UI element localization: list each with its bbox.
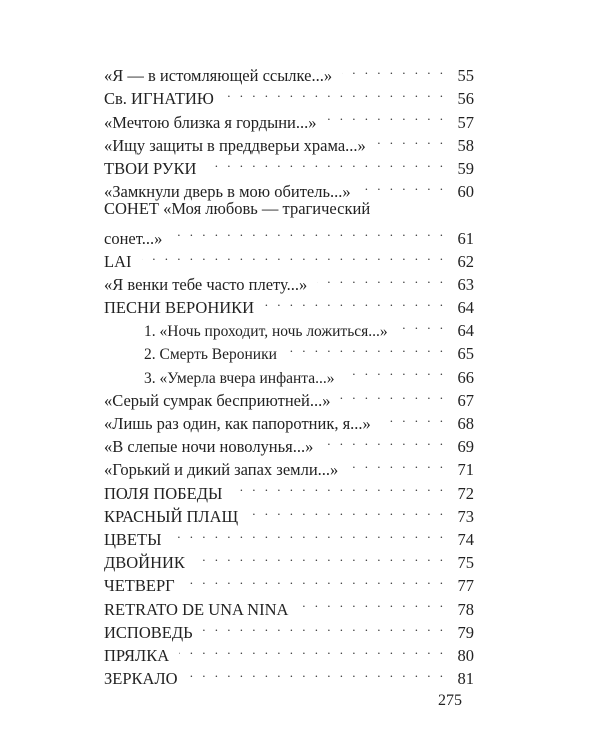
toc-entry-page: 65 (457, 344, 474, 364)
toc-entry-title-line1: СОНЕТ «Моя любовь — трагический (104, 199, 371, 219)
dot-leader (203, 615, 446, 638)
toc-entry-title: ЧЕТВЕРГ (104, 576, 175, 596)
dot-leader (179, 638, 446, 661)
toc-entry-title: ПОЛЯ ПОБЕДЫ (104, 483, 223, 503)
toc-entry-page: 79 (457, 622, 474, 642)
toc-entry-page: 77 (457, 576, 474, 596)
toc-entry-page: 66 (457, 367, 474, 387)
toc-entry-page: 81 (457, 669, 474, 689)
toc-entry-page: 71 (457, 460, 474, 480)
toc-entry-title: 1. «Ночь проходит, ночь ложиться...» (144, 323, 388, 341)
dot-leader (348, 452, 446, 475)
toc-entry-title: ИСПОВЕДЬ (104, 622, 193, 642)
toc-entry-title: КРАСНЫЙ ПЛАЩ (104, 506, 239, 526)
dot-leader (264, 290, 446, 313)
toc-entry-title: «Замкнули дверь в мою обитель...» (104, 182, 351, 202)
dot-leader (188, 661, 446, 684)
dot-leader (376, 128, 446, 151)
toc-entry-title: Св. ИГНАТИЮ (104, 89, 214, 109)
toc-entry-page: 61 (457, 228, 474, 248)
dot-leader (206, 151, 446, 174)
toc-entry-title: «Я венки тебе часто плету...» (104, 274, 308, 294)
toc-entry-title: 2. Смерть Вероники (144, 346, 277, 364)
dot-leader (317, 267, 446, 290)
toc-entry-page: 64 (457, 321, 474, 341)
toc-entry-title: RETRATO DE UNA NINA (104, 599, 289, 619)
toc-entry-title: ЦВЕТЫ (104, 529, 162, 549)
dot-leader (323, 429, 446, 452)
dot-leader (345, 359, 446, 382)
toc-entry-title: «Я — в истомляющей ссылке...» (104, 66, 333, 86)
toc-entry-page: 75 (457, 553, 474, 573)
dot-leader (327, 104, 446, 127)
dot-leader (232, 475, 446, 498)
dot-leader (361, 174, 446, 197)
toc-entry-title: ЗЕРКАЛО (104, 669, 178, 689)
toc-entry-page: 57 (457, 112, 474, 132)
toc-entry-title: ТВОИ РУКИ (104, 158, 197, 178)
toc-entry-title: LAI (104, 251, 132, 271)
dot-leader (224, 81, 446, 104)
toc-entry-title: «Лишь раз один, как папоротник, я...» (104, 414, 371, 433)
toc-entry (104, 267, 474, 294)
toc-entry-page: 59 (457, 158, 474, 178)
dot-leader (172, 220, 446, 243)
dot-leader (142, 244, 447, 267)
toc-entry-title: ПЕСНИ ВЕРОНИКИ (104, 298, 255, 318)
dot-leader (171, 522, 446, 545)
toc-entry (104, 220, 474, 248)
toc-entry-page: 62 (457, 251, 474, 271)
toc-entry-page: 58 (457, 135, 474, 155)
toc-entry-page: 72 (457, 483, 474, 503)
toc-entry-page: 55 (457, 66, 474, 86)
toc-entry-page: 78 (457, 599, 474, 619)
dot-leader (342, 58, 446, 81)
toc-entry-page: 60 (457, 182, 474, 202)
toc-entry-title: «Серый сумрак бесприютней...» (104, 390, 331, 410)
dot-leader (185, 568, 446, 591)
toc-entry-page: 56 (457, 89, 474, 109)
toc-entry-page: 73 (457, 506, 474, 526)
toc-entry (104, 58, 474, 86)
toc-entry-page: 80 (457, 645, 474, 665)
toc-entry-title: «Мечтою близка я гордыни...» (104, 112, 317, 132)
toc-entry-page: 69 (457, 437, 474, 457)
toc-entry-page: 63 (457, 274, 474, 294)
toc-entry-title: «В слепые ночи новолунья...» (104, 437, 314, 457)
dot-leader (340, 383, 446, 406)
dot-leader (381, 406, 446, 429)
toc-entry-page: 68 (457, 414, 474, 433)
toc-entry-title: «Ищу защиты в преддверьи храма...» (104, 135, 366, 155)
page-number: 275 (438, 692, 462, 709)
toc-entry-page: 64 (457, 298, 474, 318)
dot-leader (195, 545, 446, 568)
toc-entry-title: ПРЯЛКА (104, 645, 170, 665)
toc-entry-page: 67 (457, 390, 474, 410)
dot-leader (298, 591, 446, 614)
dot-leader (287, 336, 446, 359)
toc-entry (104, 244, 474, 271)
table-of-contents (104, 58, 474, 689)
toc-entry-title: «Горький и дикий запах земли...» (104, 460, 339, 480)
toc-entry-page: 74 (457, 529, 474, 549)
toc-entry-title: 3. «Умерла вчера инфанта...» (144, 369, 335, 387)
dot-leader (398, 313, 446, 336)
toc-entry-title: ДВОЙНИК (104, 553, 185, 573)
toc-entry-title: сонет...» (104, 228, 163, 248)
dot-leader (248, 499, 446, 522)
